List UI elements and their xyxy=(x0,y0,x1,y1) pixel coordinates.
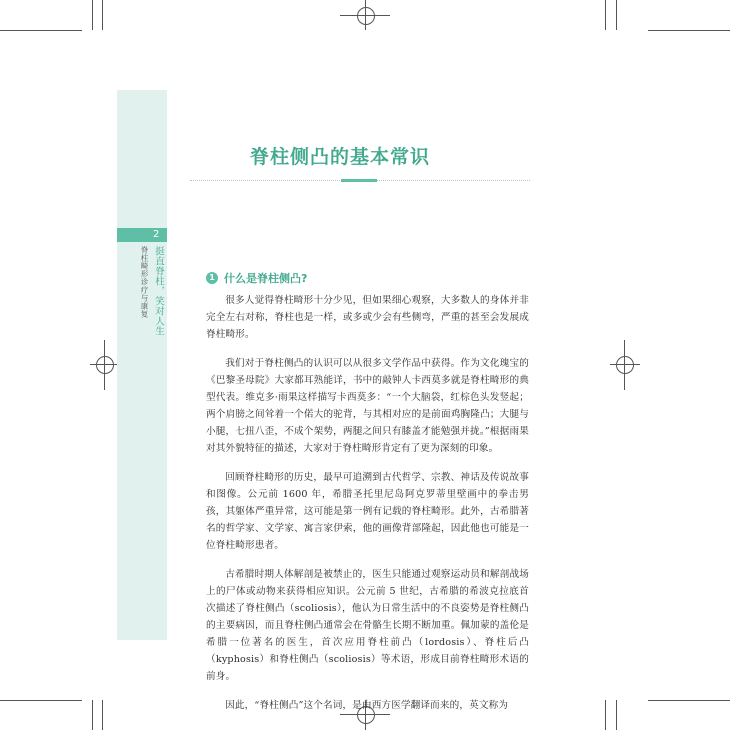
paragraph: 古希腊时期人体解剖是被禁止的，医生只能通过观察运动员和解剖战场上的尸体或动物来获得相应知识。公元前 5 世纪，古希腊的希波克拉底首次描述了脊柱侧凸（scoliosis），他认为日常生活中的不良姿势是脊柱侧凸的主要病因，而且脊柱侧凸通常会在骨骼生长期不断加重。佩加蒙的盖伦是希腊一位著名的医生，首次应用脊柱前凸（lordosis）、脊柱后凸（kyphosis）和脊柱侧凸（scoliosis）等术语，形成目前脊柱畸形术语的前身。 xyxy=(206,569,529,682)
paragraph: 回顾脊柱畸形的历史，最早可追溯到古代哲学、宗教、神话及传说故事和图像。公元前 1600 年，希腊圣托里尼岛阿克罗蒂里壁画中的拳击男孩，其躯体严重异常，这可能是第一例有记载的脊柱畸形。此外，古希腊著名的哲学家、文学家、寓言家伊索，他的画像背部隆起，因此他也可能是一位脊柱畸形患者。 xyxy=(206,472,529,551)
body-text xyxy=(206,292,529,726)
paragraph: 很多人觉得脊柱畸形十分少见，但如果细心观察，大多数人的身体并非完全左右对称，脊柱也是一样，或多或少会有些侧弯，严重的甚至会发展成脊柱畸形。 xyxy=(206,295,529,340)
sidebar-band xyxy=(117,90,167,640)
paragraph: 因此，“脊柱侧凸”这个名词，是由西方医学翻译而来的，英文称为 xyxy=(225,700,509,711)
running-subtitle: 脊柱畸形诊疗与康复 xyxy=(140,246,149,318)
paragraph: 我们对于脊柱侧凸的认识可以从很多文学作品中获得。作为文化瑰宝的《巴黎圣母院》大家都耳熟能详，书中的敲钟人卡西莫多就是脊柱畸形的典型代表。维克多·雨果这样描写卡西莫多：“一个大脑袋，红棕色头发竖起；两个肩膀之间耸着一个偌大的驼背，与其相对应的是前面鸡胸隆凸；大腿与小腿，七扭八歪，不成个架势，两腿之间只有膝盖才能勉强并拢。”根据雨果对其外貌特征的描述，大家对于脊柱畸形肯定有了更为深刻的印象。 xyxy=(206,358,529,454)
page-number: 2 xyxy=(117,228,167,242)
title-accent-bar xyxy=(341,179,377,182)
section-heading xyxy=(206,270,307,286)
chapter-title: 脊柱侧凸的基本常识 xyxy=(249,146,430,168)
section-title: 什么是脊柱侧凸? xyxy=(224,272,308,285)
running-title: 挺直脊柱，笑对人生 xyxy=(153,246,164,336)
section-number-badge: 1 xyxy=(206,272,218,284)
